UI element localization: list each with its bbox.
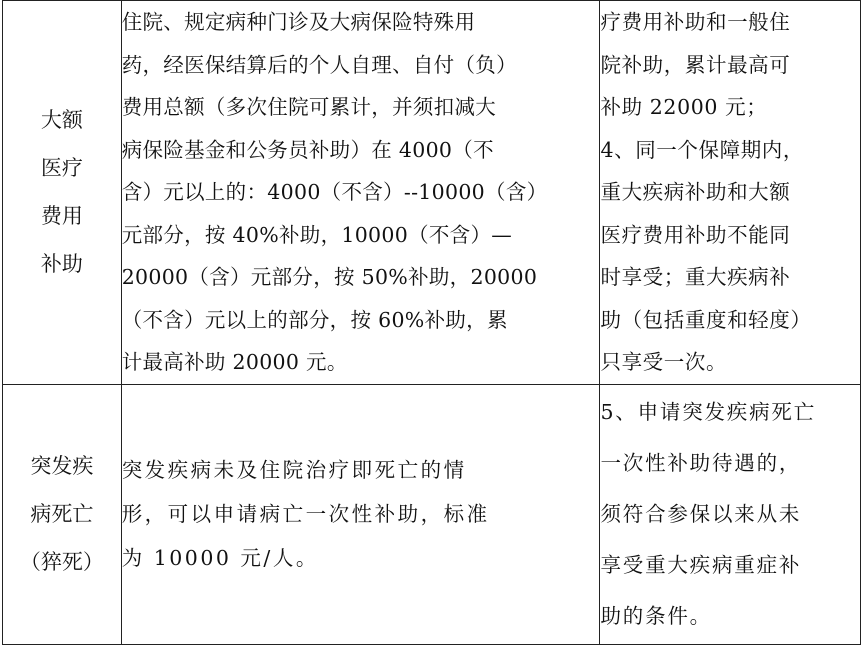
description-line: （不含）元以上的部分，按 60%补助，累	[121, 307, 508, 332]
description-cell	[121, 1, 600, 385]
description-line: 为 10000 元/人。	[121, 546, 319, 570]
notes-line: 助（包括重度和轻度）	[600, 307, 812, 332]
notes-cell	[600, 384, 861, 644]
table-row-sudden-death	[3, 384, 861, 644]
description-cell	[121, 384, 600, 644]
notes-line: 院补助，累计最高可	[600, 52, 791, 77]
notes-line: 一次性补助待遇的，	[600, 450, 802, 475]
notes-line: 4、同一个保障期内，	[600, 137, 805, 162]
row-label-line: 大额	[40, 108, 83, 133]
row-label-cell	[3, 384, 122, 644]
description-line: 药，经医保结算后的个人自理、自付（负）	[121, 52, 517, 77]
row-label-line: 费用	[40, 204, 83, 229]
notes-line: 助的条件。	[600, 603, 712, 628]
notes-line: 享受重大疾病重症补	[600, 552, 802, 577]
notes-line: 时享受；重大疾病补	[600, 265, 791, 289]
notes-line: 5、申请突发疾病死亡	[600, 399, 817, 424]
row-label-line: 突发疾	[30, 454, 94, 478]
notes-line: 医疗费用补助不能同	[600, 222, 791, 247]
row-label-line: 医疗	[40, 156, 83, 181]
description-line: 病保险基金和公务员补助）在 4000（不	[121, 137, 494, 162]
description-line: 计最高补助 20000 元。	[121, 350, 348, 374]
subsidy-table	[2, 0, 861, 645]
description-line: 费用总额（多次住院可累计，并须扣减大	[121, 95, 497, 119]
notes-line: 重大疾病补助和大额	[600, 180, 791, 204]
row-label-line: 病死亡	[30, 502, 94, 526]
notes-line: 补助 22000 元；	[600, 95, 768, 119]
notes-cell	[600, 1, 861, 385]
notes-line: 疗费用补助和一般住	[600, 10, 791, 34]
row-label-line: （猝死）	[19, 550, 104, 574]
table-row-large-medical	[3, 1, 861, 385]
description-line: 含）元以上的：4000（不含）--10000（含）	[121, 180, 548, 204]
description-line: 住院、规定病种门诊及大病保险特殊用	[121, 10, 476, 34]
description-line: 形，可以申请病亡一次性补助，标准	[121, 502, 490, 526]
notes-line: 须符合参保以来从未	[600, 501, 802, 526]
description-line: 元部分，按 40%补助，10000（不含）—	[121, 222, 513, 247]
description-line: 突发疾病未及住院治疗即死亡的情	[121, 458, 467, 482]
notes-line: 只享受一次。	[600, 350, 728, 374]
row-label-line: 补助	[40, 252, 83, 277]
row-label-cell	[3, 1, 122, 385]
description-line: 20000（含）元部分，按 50%补助，20000	[121, 265, 538, 289]
